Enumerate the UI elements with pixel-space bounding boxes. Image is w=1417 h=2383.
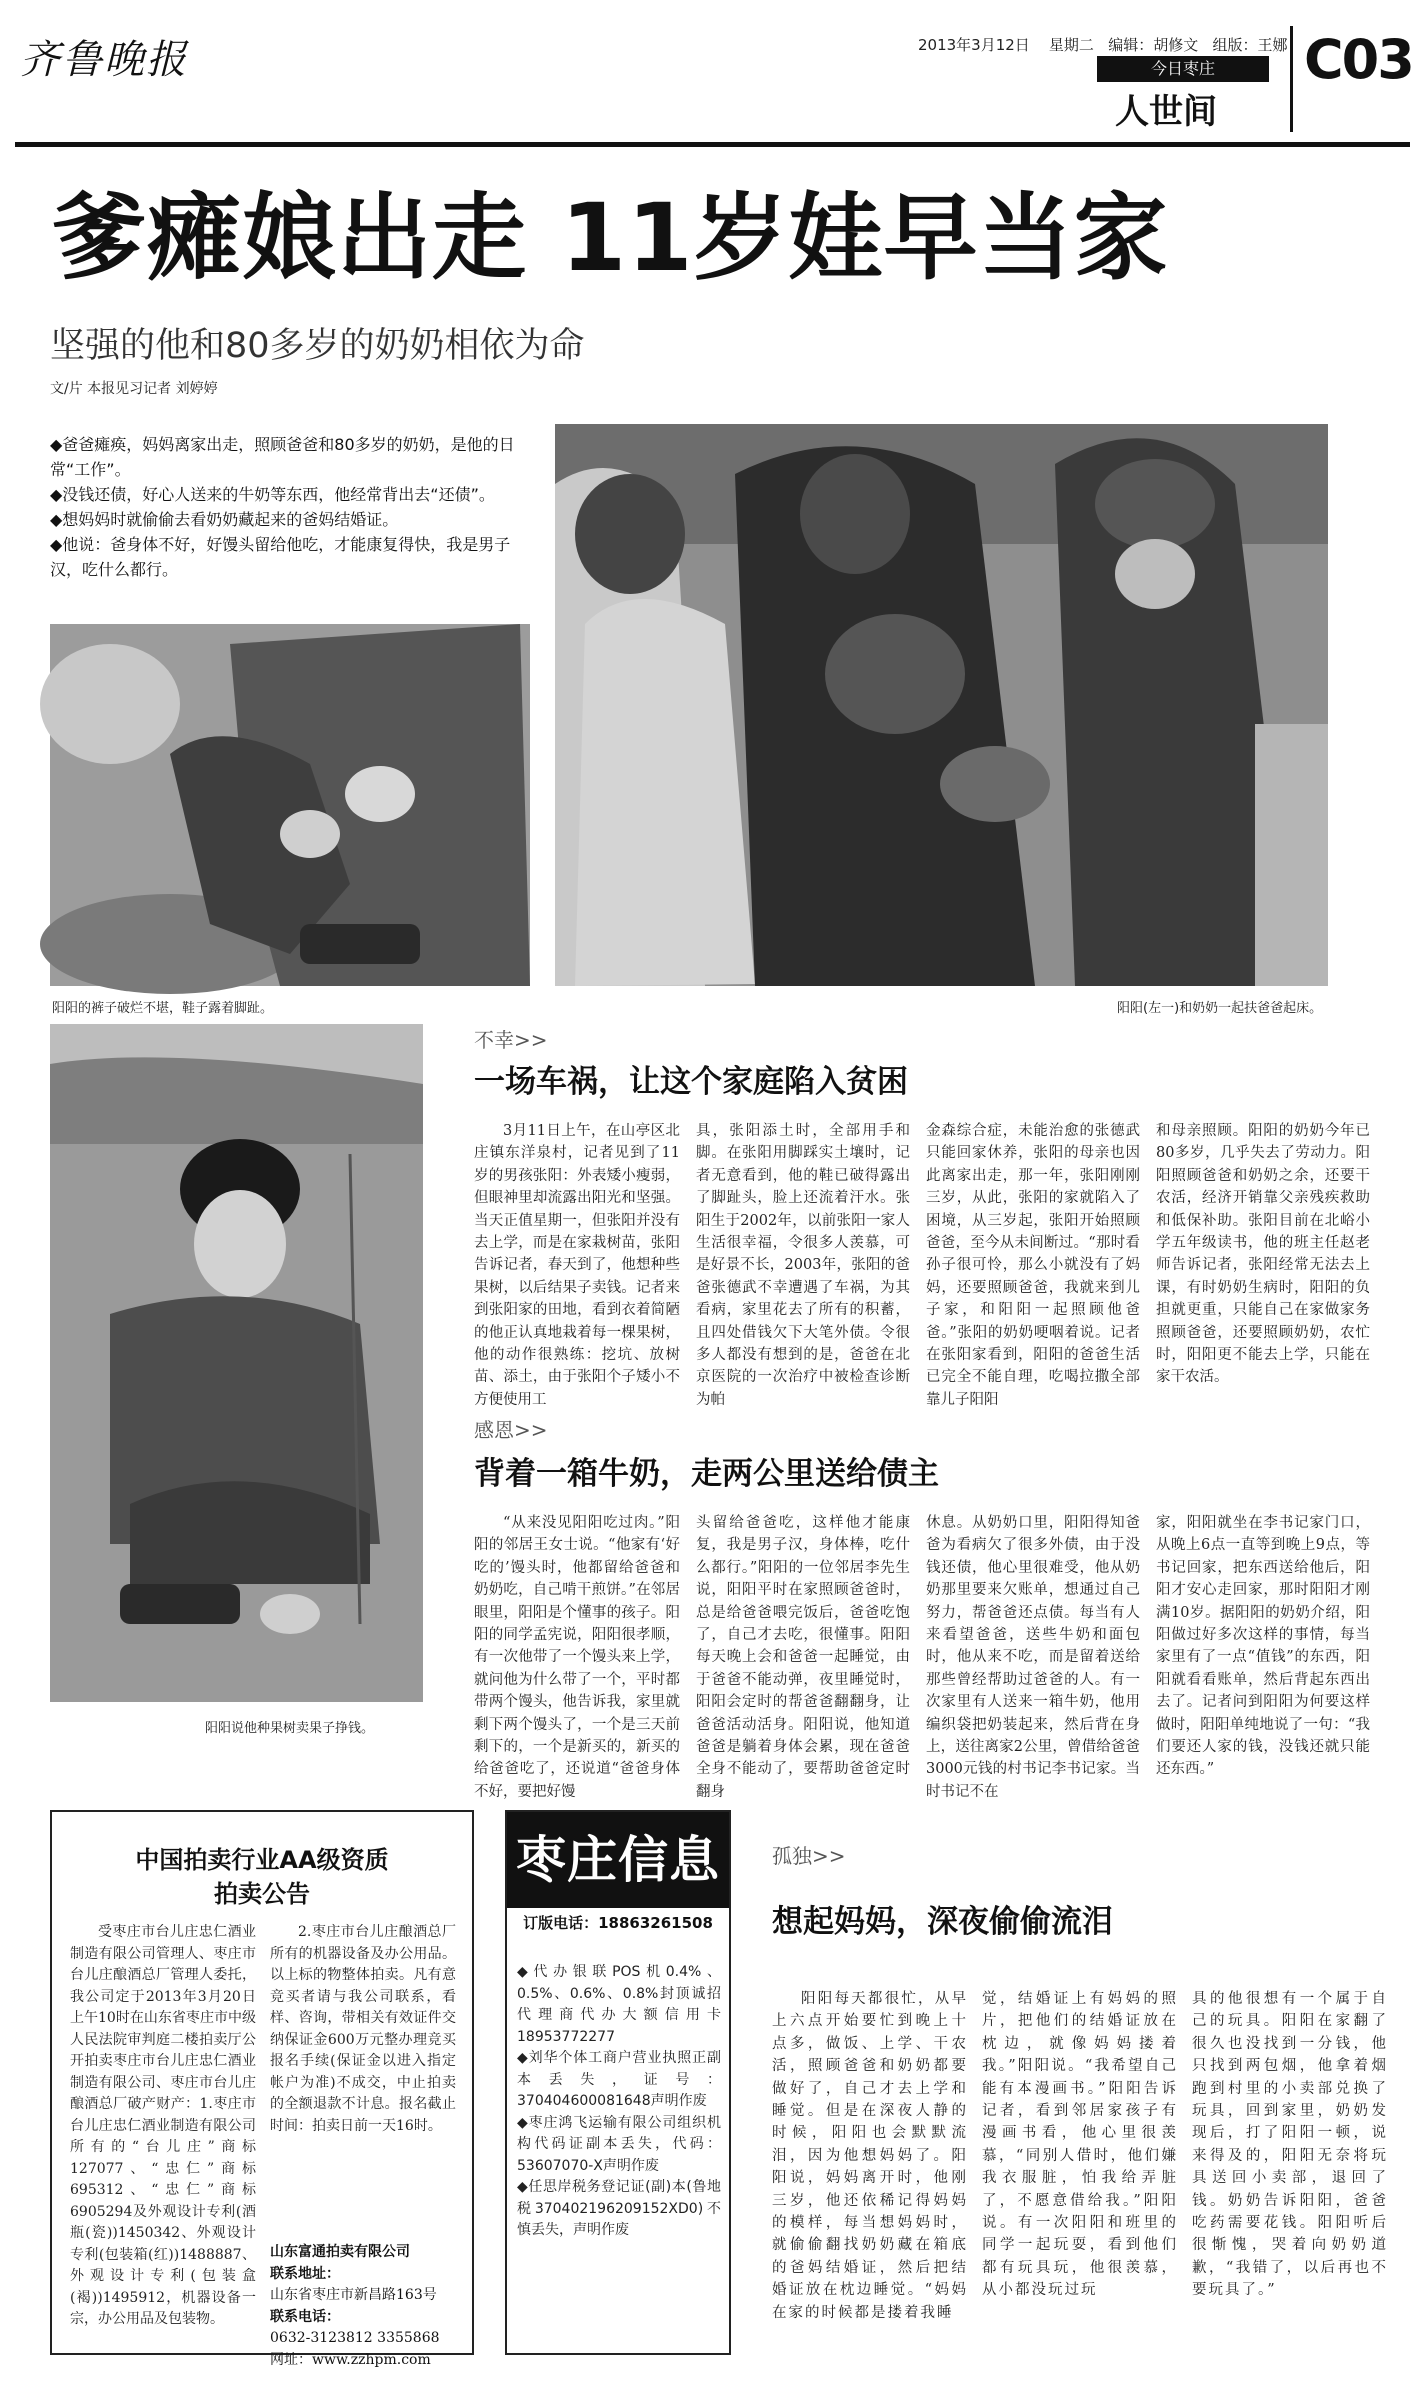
auction-col1: 受枣庄市台儿庄忠仁酒业制造有限公司管理人、枣庄市台儿庄酿酒总厂管理人委托，我公司定于2013年3月20日上午10时在山东省枣庄市中级人民法院审判庭二楼拍卖厅公开拍卖枣庄市台儿庄忠仁酒业制造有限公司、枣庄市台儿庄酿酒总厂破产财产：1.枣庄市台儿庄忠仁酒业制造有限公司所有的“台儿庄”商标127077、“忠仁”商标695312、“忠仁”商标6905294及外观设计专利(酒瓶(瓷))1450342、外观设计专利(包装箱(红))1488887、外观设计专利(包装盒(褐))1495912，机器设备一宗，办公用品及包装物。 [70,1924,256,2327]
headline: 爹瘫娘出走 11岁娃早当家 [52,184,1169,293]
section3-col1: 阳阳每天都很忙，从早上六点开始要忙到晚上十点多，做饭、上学、干农活，照顾爸爸和奶奶都要做好了，自己才去上学和睡觉。但是在深夜人静的时候，阳阳也会默默流泪，因为他想妈妈了。阳阳说，妈妈离开时，他刚三岁，他还依稀记得妈妈的模样，每当想妈妈时，就偷偷翻找奶奶藏在箱底的爸妈结婚证，然后把结婚证放在枕边睡觉。“妈妈在家的时候都是搂着我睡 [772,1991,968,2321]
masthead-logo: 齐鲁晚报 [20,37,188,83]
photo-torn-pants-image [50,624,530,986]
section1-title: 一场车祸，让这个家庭陷入贫困 [474,1064,908,1100]
header-date: 2013年3月12日 [918,36,1030,54]
auction-title-line2: 拍卖公告 [214,1880,310,1908]
section-label-big: 人世间 [1115,92,1217,132]
header-vertical-rule [1290,26,1293,132]
section-label-small: 今日枣庄 [1097,56,1269,82]
section3-tag: 孤独>> [772,1844,846,1868]
auction-website[interactable]: 网址：www.zzhpm.com [270,2351,431,2368]
section1-col4: 和母亲照顾。阳阳的奶奶今年已80多岁，几乎失去了劳动力。阳阳照顾爸爸和奶奶之余，还要干农活，经济开销靠父亲残疾救助和低保补助。张阳目前在北峪小学五年级读书，他的班主任赵老师告诉记者，张阳经常无法去上课，有时奶奶生病时，阳阳的负担就更重，只能自己在家做家务照顾爸爸，还要照顾奶奶，农忙时，阳阳更不能去上学，只能在家干农活。 [1156,1123,1370,1386]
section1-col2: 具，张阳添土时，全部用手和脚。在张阳用脚踩实土壤时，记者无意看到，他的鞋已破得露出了脚趾头，脸上还流着汗水。张阳生于2002年，以前张阳一家人生活很幸福，令很多人羡慕，可是好景不长，2003年，张阳的爸爸张德武不幸遭遇了车祸，为其看病，家里花去了所有的积蓄，且四处借钱欠下大笔外债。令很多人都没有想到的是，爸爸在北京医院的一次治疗中被检查诊断为帕 [696,1123,910,1408]
summary-box [50,432,540,582]
header-layout: 组版：王娜 [1212,36,1288,54]
auction-col2: 2.枣庄市台儿庄酿酒总厂所有的机器设备及办公用品。以上标的物整体拍卖。凡有意竞买者请与我公司联系，看样、咨询，带相关有效证件交纳保证金600万元整办理竞买报名手续(保证金以进入指定帐户为准)不成交，中止拍卖的全额退款不计息。报名截止时间：拍卖日前一天16时。 [270,1924,456,2134]
auction-title-line1: 中国拍卖行业AA级资质 [135,1846,389,1874]
section2-col1: “从来没见阳阳吃过肉。”阳阳的邻居王女士说。“他家有‘好吃的’馒头时，他都留给爸爸和奶奶吃，自己啃干煎饼。”在邻居眼里，阳阳是个懂事的孩子。阳阳的同学孟宪说，阳阳很孝顺，有一次他带了一个馒头来上学，就问他为什么带了一个，平时都带两个馒头，他告诉我，家里就剩下两个馒头了，一个是三天前剩下的，一个是新买的，新买的给爸爸吃了，还说道“爸爸身体不好，要把好馒 [474,1515,680,1800]
summary-item: ◆没钱还债，好心人送来的牛奶等东西，他经常背出去“还债”。 [50,485,495,504]
classifieds-list [517,1962,721,2242]
auction-address: 山东省枣庄市新昌路163号 [270,2287,437,2303]
section3-col2: 觉，结婚证上有妈妈的照片，把他们的结婚证放在枕边，就像妈妈搂着我。”阳阳说。“我希望自己能有本漫画书。”阳阳告诉记者，看到邻居家孩子有漫画书看，他心里很羡慕，“同别人借时，他们嫌我衣服脏，怕我给弄脏了，不愿意借给我。”阳阳说。有一次阳阳和班里的同学一起玩耍，看到他们都有玩具玩，他很羡慕，从小都没玩过玩 [982,1991,1178,2299]
caption-photo2: 阳阳(左一)和奶奶一起扶爸爸起床。 [1117,1001,1323,1016]
header-rule [15,142,1410,147]
section2-tag: 感恩>> [474,1418,548,1442]
photo-torn-pants [50,624,530,986]
header-meta [918,34,1288,55]
classifieds-title: 枣庄信息 [507,1812,729,1908]
section2-col4: 家，阳阳就坐在李书记家门口，从晚上6点一直等到晚上9点，等书记回家，把东西送给他后，阳阳才安心走回家，那时阳阳才刚满10岁。据阳阳的奶奶介绍，阳阳做过好多次这样的事情，每当家里有了一点“值钱”的东西，阳阳就看看账单，然后背起东西出去了。记者问到阳阳为何要这样做时，阳阳单纯地说了一句：“我们要还人家的钱，没钱还就只能还东西。” [1156,1515,1370,1778]
auction-ad [50,1810,474,2368]
header-weekday: 星期二 [1048,36,1094,54]
caption-photo3: 阳阳说他种果树卖果子挣钱。 [205,1721,375,1736]
section1-col3: 金森综合症，未能治愈的张德武只能回家休养，张阳的母亲也因此离家出走，那一年，张阳刚刚三岁，从此，张阳的家就陷入了困境，从三岁起，张阳开始照顾爸爸，至今从未间断过。“那时看孙子很可怜，那么小就没有了妈妈，还要照顾爸爸，我就来到儿子家，和阳阳一起照顾他爸爸。”张阳的奶奶哽咽着说。记者在张阳家看到，阳阳的爸爸生活已完全不能自理，吃喝拉撒全部靠儿子阳阳 [926,1123,1140,1408]
photo-planting-trees-image [50,1024,423,1702]
photo-helping-father [555,424,1328,986]
section1-col1: 3月11日上午，在山亭区北庄镇东洋泉村，记者见到了11岁的男孩张阳：外表矮小瘦弱，但眼神里却流露出阳光和坚强。当天正值星期一，但张阳并没有去上学，而是在家栽树苗，张阳告诉记者，春天到了，他想种些果树，以后结果子卖钱。记者来到张阳家的田地，看到衣着简陋的他正认真地栽着每一棵果树，他的动作很熟练：挖坑、放树苗、添土，由于张阳个子矮小不方便使用工 [474,1123,680,1408]
summary-item: ◆他说：爸身体不好，好馒头留给他吃，才能康复得快，我是男子汉，吃什么都行。 [50,535,511,579]
section2-col3: 休息。从奶奶口里，阳阳得知爸爸为看病欠了很多外债，由于没钱还债，他心里很难受，他从奶奶那里要来欠账单，想通过自己努力，帮爸爸还点债。每当有人来看望爸爸，送些牛奶和面包时，他从来不吃，而是留着送给那些曾经帮助过爸爸的人。有一次家里有人送来一箱牛奶，他用编织袋把奶装起来，然后背在身上，送往离家2公里，曾借给爸爸3000元钱的村书记李书记家。当时书记不在 [926,1515,1140,1800]
page-number: C03 [1304,28,1413,91]
auction-phone: 0632-3123812 3355868 [270,2330,440,2346]
section3-col3: 具的他很想有一个属于自己的玩具。阳阳在家翻了很久也没找到一分钱，他只找到两包烟，他拿着烟跑到村里的小卖部兑换了玩具，回到家里，奶奶发现后，打了阳阳一顿，说来得及的，阳阳无奈将玩具送回小卖部，退回了钱。奶奶告诉阳阳，爸爸吃药需要花钱。阳阳听后很惭愧，哭着向奶奶道歉，“我错了，以后再也不要玩具了。” [1192,1991,1388,2299]
auction-phone-label: 联系电话： [270,2308,340,2325]
photo-planting-trees [50,1024,423,1702]
auction-company: 山东富通拍卖有限公司 [270,2244,410,2260]
classifieds-item: ◆枣庄鸿飞运输有限公司组织机构代码证副本丢失，代码：53607070-X声明作废 [517,2114,721,2174]
classifieds-ad [505,1810,731,2355]
section2-col2: 头留给爸爸吃，这样他才能康复，我是男子汉，身体棒，吃什么都行。”阳阳的一位邻居李先生说，阳阳平时在家照顾爸爸时，总是给爸爸喂完饭后，爸爸吃饱了，自己才去吃，很懂事。阳阳每天晚上会和爸爸一起睡觉，由于爸爸不能动弹，夜里睡觉时，阳阳会定时的帮爸爸翻翻身，让爸爸活动活身。阳阳说，他知道爸爸是躺着身体会累，现在爸爸全身不能动了，要帮助爸爸定时翻身 [696,1515,910,1800]
section2-title: 背着一箱牛奶，走两公里送给债主 [474,1456,939,1492]
photo-helping-father-image [555,424,1328,986]
classifieds-item: ◆代办银联POS机0.4%、0.5%、0.6%、0.8%封顶诚招代理商代办大额信用卡18953772277 [517,1964,721,2045]
caption-photo1: 阳阳的裤子破烂不堪，鞋子露着脚趾。 [52,1001,274,1016]
summary-item: ◆想妈妈时就偷偷去看奶奶藏起来的爸妈结婚证。 [50,510,399,529]
classifieds-item: ◆刘华个体工商户营业执照正副本丢失，证号：370404600081648声明作废 [517,2050,721,2109]
auction-contact [270,2242,466,2371]
auction-address-label: 联系地址： [270,2265,340,2282]
byline: 文/片 本报见习记者 刘婷婷 [50,381,218,397]
classifieds-item: ◆任思岸税务登记证(副)本(鲁地税370402196209152XD0)不慎丢失，声明作废 [517,2179,721,2238]
section1-tag: 不幸>> [474,1028,548,1052]
section3-title: 想起妈妈，深夜偷偷流泪 [772,1904,1113,1940]
summary-item: ◆爸爸瘫痪，妈妈离家出走，照顾爸爸和80多岁的奶奶，是他的日常“工作”。 [50,435,515,479]
classifieds-hotline: 订版电话：18863261508 [523,1914,713,1932]
subheadline: 坚强的他和80多岁的奶奶相依为命 [50,326,585,366]
header-editor: 编辑：胡修文 [1108,36,1199,54]
